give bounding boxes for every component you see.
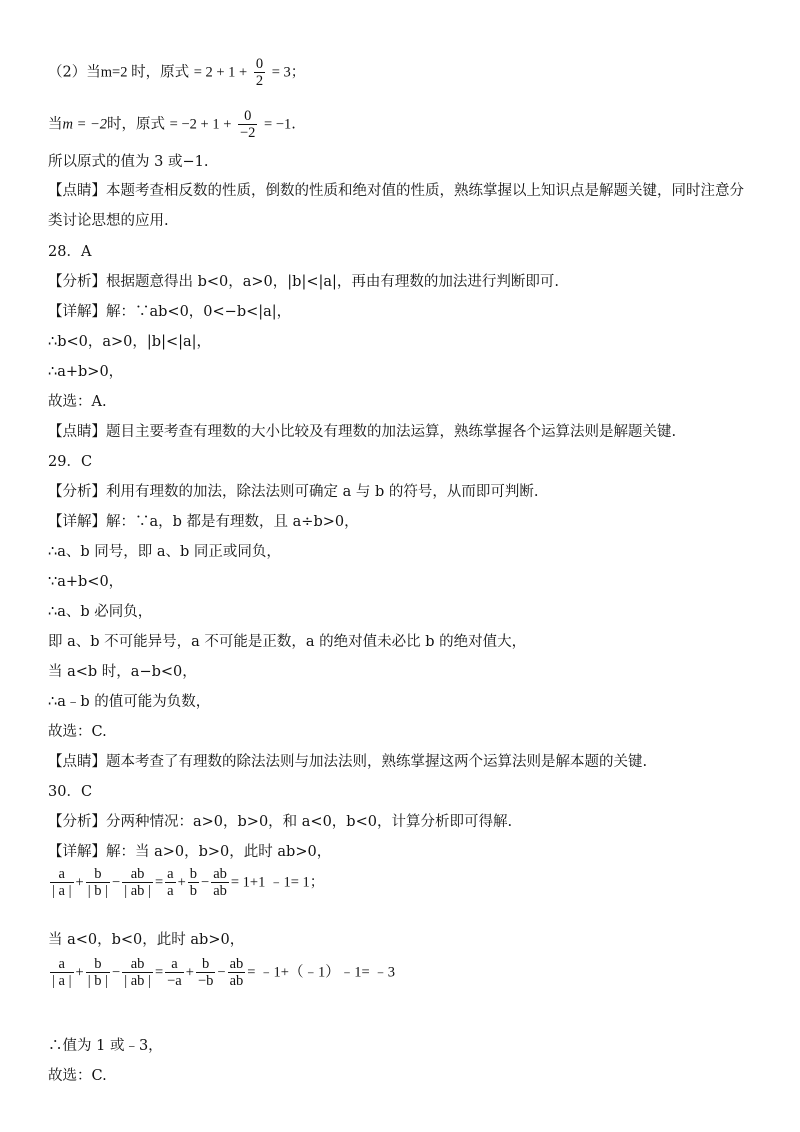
denominator: | b | [87, 883, 108, 899]
numerator: b [86, 866, 110, 883]
fraction [165, 866, 175, 899]
operator: = [154, 964, 164, 981]
numerator: 0 [238, 108, 257, 125]
operator: = [154, 874, 164, 891]
fraction [228, 956, 246, 989]
numerator: a [50, 866, 74, 883]
denominator: ab [229, 973, 244, 989]
fraction [196, 956, 215, 989]
solution-30-line1: 【详解】解：当 a>0，b>0，此时 ab>0， [48, 844, 332, 860]
text: m=2 时，原式 [100, 64, 190, 81]
expr: = 2 + 1 + [193, 64, 248, 81]
numerator: a [50, 956, 74, 973]
denominator: | ab | [124, 883, 151, 899]
solution-28-line1: 【详解】解：∵ab<0，0<−b<|a|， [48, 304, 292, 320]
fraction [50, 866, 74, 899]
expr: = 3； [271, 64, 306, 81]
numerator: a [167, 866, 174, 882]
numerator: ab [213, 866, 227, 882]
fraction [188, 866, 199, 899]
denominator: | a | [52, 973, 72, 989]
comment-paragraph: 【点睛】本题考查相反数的性质，倒数的性质和绝对值的性质，熟练掌握以上知识点是解题关键，同时注意分类讨论思想的应用. [48, 183, 744, 229]
solution-30-line2: 当 a<0，b<0，此时 ab>0， [48, 932, 245, 948]
denominator: | a | [52, 883, 72, 899]
operator: − [112, 874, 121, 891]
text: 时，原式 [107, 116, 166, 133]
denominator: | b | [87, 973, 108, 989]
question-28-answer: 28．A [48, 244, 92, 260]
solution-30-result: ∴值为 1 或﹣3， [48, 1038, 163, 1054]
fraction [50, 956, 74, 989]
expr: = −2 + 1 + [169, 116, 232, 133]
choice-28: 故选：A. [48, 394, 107, 410]
numerator: ab [122, 866, 153, 883]
numerator: ab [229, 956, 244, 972]
operator: − [112, 964, 121, 981]
line-conclusion: 所以原式的值为 3 或−1. [48, 154, 209, 170]
choice-29: 故选：C. [48, 724, 107, 740]
operator: + [75, 874, 84, 891]
operator: + [75, 964, 84, 981]
fraction [122, 956, 153, 989]
denominator: 2 [255, 73, 264, 89]
numerator: 0 [255, 56, 264, 72]
numerator: ab [122, 956, 153, 973]
equation-case-positive [48, 866, 324, 899]
fraction [211, 866, 229, 899]
analysis-30: 【分析】分两种情况：a>0，b>0，和 a<0，b<0，计算分析即可得解. [48, 814, 513, 830]
solution-28-line3: ∴a+b>0， [48, 364, 124, 380]
operator: − [201, 874, 210, 891]
solution-29-line5: 即 a、b 不可能异号，a 不可能是正数，a 的绝对值未必比 b 的绝对值大， [48, 634, 527, 650]
text: . [291, 116, 296, 133]
fraction [238, 108, 257, 141]
comment-29: 【点睛】题本考查了有理数的除法法则与加法法则，熟练掌握这两个运算法则是解本题的关键. [48, 754, 648, 770]
solution-29-line4: ∴a、b 必同负， [48, 604, 153, 620]
numerator: b [196, 956, 215, 973]
denominator: −2 [239, 125, 256, 141]
solution-29-line6: 当 a<b 时，a−b<0， [48, 664, 197, 680]
line-m2-case [48, 56, 305, 89]
expr: = −1 [264, 116, 292, 133]
expr: = ﹣1+（﹣1）﹣1= ﹣3 [247, 964, 396, 981]
numerator: a [165, 956, 184, 973]
operator: − [217, 964, 226, 981]
comment-28: 【点睛】题目主要考查有理数的大小比较及有理数的加法运算，熟练掌握各个运算法则是解题关键. [48, 424, 677, 440]
line-m-neg2-case [48, 108, 296, 141]
analysis-28: 【分析】根据题意得出 b<0，a>0，|b|<|a|，再由有理数的加法进行判断即可. [48, 274, 560, 290]
solution-28-line2: ∴b<0，a>0，|b|<|a|， [48, 334, 212, 350]
solution-29-line2: ∴a、b 同号，即 a、b 同正或同负， [48, 544, 281, 560]
denominator: a [167, 883, 174, 899]
expr: = 1+1 ﹣1= 1； [230, 874, 325, 891]
text: 当 [48, 116, 63, 133]
denominator: −a [167, 973, 182, 989]
numerator: b [189, 866, 197, 882]
solution-29-line3: ∵a+b<0， [48, 574, 124, 590]
question-29-answer: 29．C [48, 454, 93, 470]
denominator: | ab | [124, 973, 151, 989]
equation-case-negative [48, 956, 395, 989]
fraction [86, 956, 110, 989]
numerator: b [86, 956, 110, 973]
text: m = −2 [62, 116, 108, 133]
fraction [86, 866, 110, 899]
denominator: ab [213, 883, 227, 899]
denominator: b [189, 883, 197, 899]
denominator: −b [197, 973, 214, 989]
solution-29-line7: ∴a﹣b 的值可能为负数， [48, 694, 211, 710]
choice-30: 故选：C. [48, 1068, 107, 1084]
operator: + [185, 964, 194, 981]
fraction [254, 56, 265, 89]
fraction [165, 956, 184, 989]
fraction [122, 866, 153, 899]
solution-29-line1: 【详解】解：∵a，b 都是有理数，且 a÷b>0， [48, 514, 359, 530]
question-30-answer: 30．C [48, 784, 93, 800]
operator: + [177, 874, 186, 891]
analysis-29: 【分析】利用有理数的加法，除法法则可确定 a 与 b 的符号，从而即可判断. [48, 484, 539, 500]
text: （2）当 [48, 64, 101, 81]
